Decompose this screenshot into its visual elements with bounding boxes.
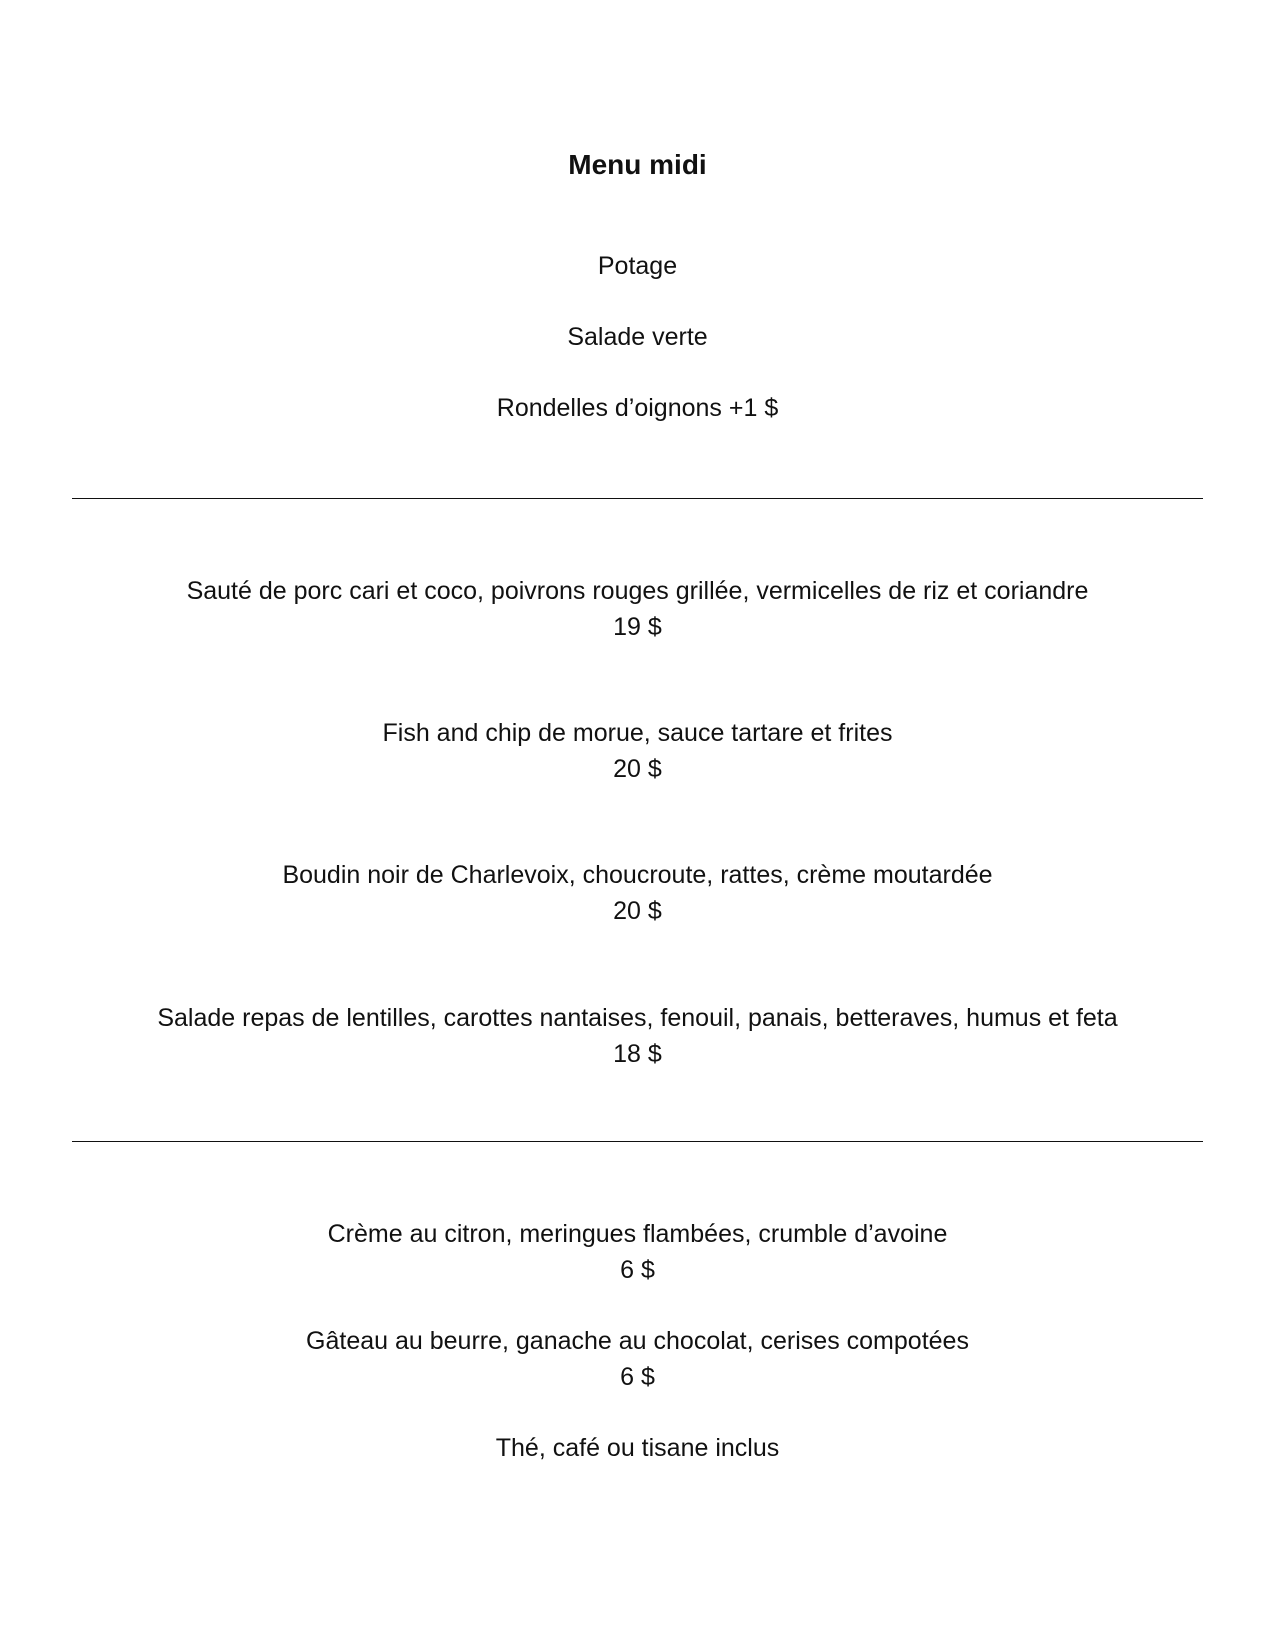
starter-item: Salade verte xyxy=(567,323,708,351)
main-dish-name: Sauté de porc cari et coco, poivrons rouges grillée, vermicelles de riz et coriandre xyxy=(186,577,1089,605)
beverage-note: Thé, café ou tisane inclus xyxy=(495,1434,780,1462)
main-dish-name: Boudin noir de Charlevoix, choucroute, rattes, crème moutardée xyxy=(282,861,993,889)
dessert-price: 6 $ xyxy=(620,1256,655,1284)
starter-item: Potage xyxy=(597,252,678,280)
main-dish-price: 19 $ xyxy=(613,613,662,641)
page-title: Menu midi xyxy=(568,149,707,180)
starter-item: Rondelles d’oignons +1 $ xyxy=(496,394,779,422)
dessert-price: 6 $ xyxy=(620,1363,655,1391)
main-dish-name: Fish and chip de morue, sauce tartare et frites xyxy=(382,719,893,747)
main-dish-price: 18 $ xyxy=(613,1040,662,1068)
main-dish-name: Salade repas de lentilles, carottes nantaises, fenouil, panais, betteraves, humus et feta xyxy=(157,1004,1118,1032)
section-divider xyxy=(72,498,1203,499)
section-divider xyxy=(72,1141,1203,1142)
main-dish-price: 20 $ xyxy=(613,897,662,925)
dessert-name: Crème au citron, meringues flambées, crumble d’avoine xyxy=(327,1220,948,1248)
dessert-name: Gâteau au beurre, ganache au chocolat, cerises compotées xyxy=(306,1327,969,1355)
main-dish-price: 20 $ xyxy=(613,755,662,783)
